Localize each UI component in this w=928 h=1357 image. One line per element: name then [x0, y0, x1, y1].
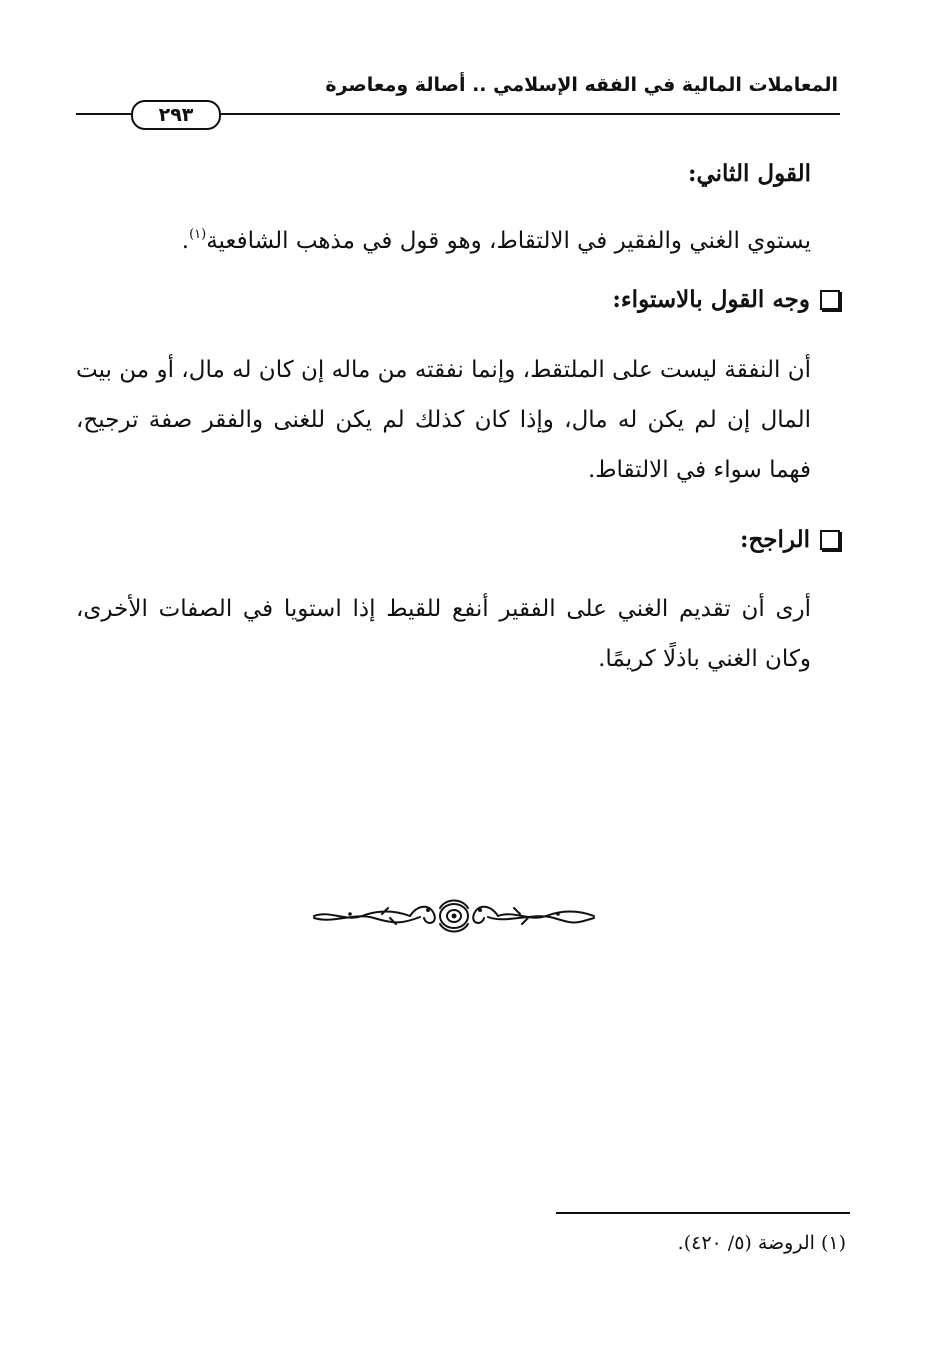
opinion-text-end: .	[181, 228, 190, 254]
reason-paragraph: أن النفقة ليست على الملتقط، وإنما نفقته من ماله إن كان له مال، أو من بيت المال إن لم يكن له مال، وإذا كان كذلك لم يكن للغنى والفقر صفة ترجيح، فهما سواء في الالتقاط.	[76, 357, 811, 483]
checkbox-icon	[820, 530, 840, 550]
footnote-ref: (١)	[189, 227, 207, 242]
footnote-rule	[556, 1212, 850, 1214]
running-head: المعاملات المالية في الفقه الإسلامي .. أصالة ومعاصرة	[325, 74, 838, 96]
preferred-heading: الراجح:	[739, 526, 810, 553]
preferred-paragraph: أرى أن تقديم الغني على الفقير أنفع للقيط إذا استويا في الصفات الأخرى، وكان الغني باذلًا كريمًا.	[76, 596, 811, 672]
reason-heading-row	[612, 286, 840, 313]
page-number: ٢٩٣	[131, 100, 221, 130]
checkbox-icon	[820, 290, 840, 310]
ornament-divider-icon	[310, 896, 598, 936]
footnote-1: (١) الروضة (٥/ ٤٢٠).	[677, 1232, 846, 1254]
opinion-paragraph	[76, 216, 811, 270]
preferred-heading-row	[740, 526, 840, 553]
opinion-heading: القول الثاني:	[687, 160, 811, 187]
reason-heading: وجه القول بالاستواء:	[612, 286, 810, 313]
opinion-text: يستوي الغني والفقير في الالتقاط، وهو قول في مذهب الشافعية	[206, 228, 811, 254]
